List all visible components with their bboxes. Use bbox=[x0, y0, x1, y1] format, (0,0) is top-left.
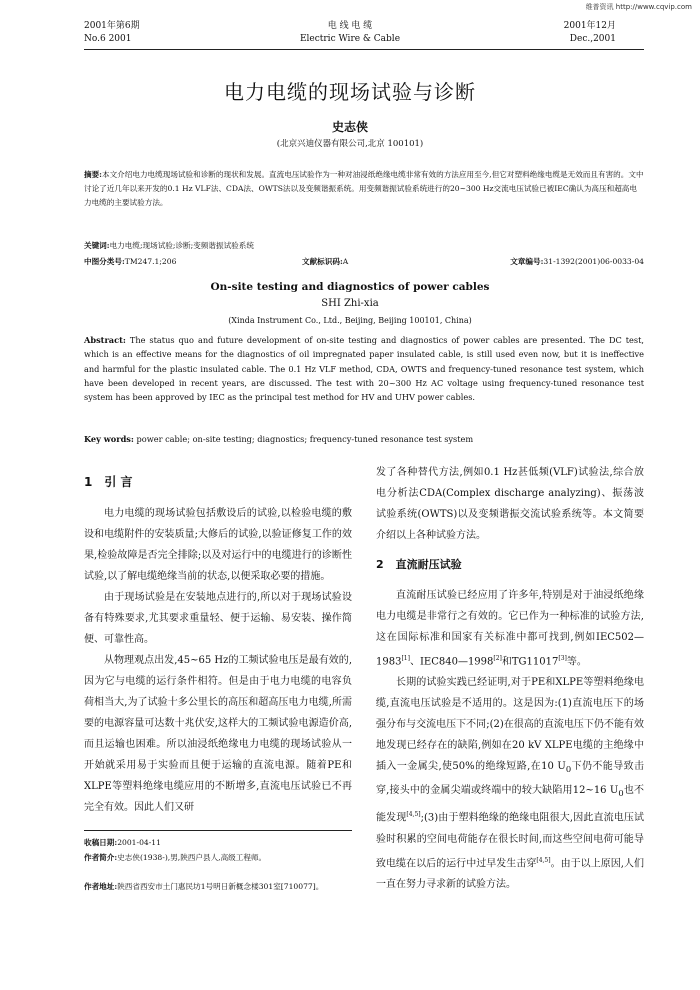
header-right bbox=[564, 20, 616, 46]
section-2-heading bbox=[376, 554, 644, 575]
author: 史志侠 bbox=[331, 120, 368, 134]
right-column bbox=[376, 462, 644, 895]
keywords-en bbox=[84, 434, 644, 444]
date-en: Dec.,2001 bbox=[569, 34, 616, 44]
doc-code-label: 文献标识码: bbox=[302, 257, 343, 266]
text-run: 和TG11017 bbox=[501, 656, 559, 668]
paragraph: 由于现场试验是在安装地点进行的,所以对于现场试验设备有特殊要求,尤其要求重量轻、便于运输、易安装、操作简便、可靠性高。 bbox=[84, 592, 352, 645]
footnote-rule bbox=[84, 830, 352, 831]
section-2-number: 2 bbox=[376, 558, 384, 571]
article-no-value: 31-1392(2001)06-0033-04 bbox=[543, 257, 644, 266]
abstract-en-label: Abstract: bbox=[84, 335, 126, 345]
received-label: 收稿日期: bbox=[84, 838, 118, 847]
paragraph: 发了各种替代方法,例如0.1 Hz甚低频(VLF)试验法,综合放电分析法CDA(Complex discharge analyzing)、振荡波试验系统(OWTS)以及变频谐振交流试验系统等。本文简要介绍以上各种试验方法。 bbox=[376, 467, 644, 541]
article-no bbox=[510, 256, 644, 267]
abstract-en bbox=[84, 333, 644, 404]
clc-label: 中图分类号: bbox=[84, 257, 125, 266]
citation: [3] bbox=[558, 655, 567, 662]
bio-value: 史志侠(1938-),男,陕西户县人,高级工程师。 bbox=[117, 853, 267, 862]
text-run: 。由于以上原因,人们一直在努力寻求新的试验方法。 bbox=[376, 857, 644, 890]
section-2-title: 直流耐压试验 bbox=[395, 558, 462, 571]
citation: [4,5] bbox=[406, 811, 421, 819]
keywords-en-label: Key words: bbox=[84, 434, 134, 444]
text-run: 长期的试验实践已经证明,对于PE和XLPE等塑料绝缘电缆,直流电压试验是不适用的。这是因为:(1)直流电压下的场强分布与交流电压下不同;(2)在很高的直流电压下仍不能有效地发现已经存在的缺陷,例如在20 kV XLPE电缆的主绝缘中插入一金属尖,使50%的绝缘短路,在10 U bbox=[376, 677, 644, 773]
issue-zh: 2001年第6期 bbox=[84, 21, 140, 31]
affiliation: (北京兴迪仪器有限公司,北京 100101) bbox=[276, 139, 424, 149]
section-1-number: 1 bbox=[84, 475, 93, 489]
doc-code-value: A bbox=[342, 257, 349, 266]
doc-code bbox=[302, 256, 348, 267]
abstract-zh-label: 摘要: bbox=[84, 170, 102, 179]
english-affiliation: (Xinda Instrument Co., Ltd., Beijing, Beijing 100101, China) bbox=[228, 316, 472, 325]
journal-name-en: Electric Wire & Cable bbox=[299, 34, 401, 44]
received-value: 2001-04-11 bbox=[117, 838, 161, 847]
paragraph bbox=[376, 672, 644, 895]
bio-label: 作者简介: bbox=[84, 853, 118, 862]
citation: [2] bbox=[493, 655, 502, 662]
footnote-received bbox=[84, 836, 352, 849]
section-1-title: 引 言 bbox=[104, 475, 133, 489]
left-column bbox=[84, 468, 352, 818]
citation: [1] bbox=[401, 655, 410, 662]
subscript: 0 bbox=[618, 788, 624, 799]
abstract-en-text: The status quo and future development of on-site testing and diagnostics of power cables are presented. The DC test, which is an effective means for the diagnostics of oil impregnated paper insulated cable, is still used even now, but it is ineffective and harmful for the plastic insulated cable. The 0.1 Hz VLF method, CDA, OWTS and frequency-tuned resonance test system, which have been developed in recent years, are discussed. The test with 20~300 Hz AC voltage using frequency-tuned resonance test system has been approved by IEC as the principal test method for HV and UHV power cables. bbox=[84, 335, 644, 403]
footnote-bio bbox=[84, 851, 352, 864]
article-no-label: 文章编号: bbox=[510, 257, 544, 266]
date-zh: 2001年12月 bbox=[563, 21, 616, 31]
clc bbox=[84, 257, 176, 266]
text-run: ;(3)由于塑料绝缘的绝缘电阻很大,因此直流电压试验时积累的空间电荷能存在很长时间,而这些空间电荷可能导致电缆在以后的运行中过早发生击穿 bbox=[376, 812, 645, 869]
text-run: 等。 bbox=[566, 656, 587, 668]
english-title: On-site testing and diagnostics of power cables bbox=[210, 281, 490, 293]
clc-value: TM247.1;206 bbox=[124, 257, 177, 266]
journal-name-zh: 电 线 电 缆 bbox=[327, 21, 373, 31]
paragraph: 电力电缆的现场试验包括敷设后的试验,以检验电缆的敷设和电缆附件的安装质量;大修后的试验,以验证修复工作的效果,检验故障是否完全排除;以及对运行中的电缆进行的诊断性试验,以了解电缆绝缘当前的状态,以便采取必要的措施。 bbox=[84, 508, 352, 582]
abstract-zh bbox=[84, 168, 644, 210]
paper-title: 电力电缆的现场试验与诊断 bbox=[224, 80, 476, 104]
text-run: 直流耐压试验已经应用了许多年,特别是对于油浸纸绝缘电力电缆是非常行之有效的。它已作为一种标准的试验方法,这在国际标准和国家有关标准中都可找到,例如IEC502—1983 bbox=[376, 590, 644, 668]
keywords-zh-label: 关键词: bbox=[84, 241, 110, 250]
address-value: 陕西省西安市土门惠民坊1号明日新概念楼301室[710077]。 bbox=[117, 882, 324, 891]
text-run: 也不能发现 bbox=[376, 785, 644, 824]
paragraph: 从物理观点出发,45~65 Hz的工频试验电压是最有效的,因为它与电缆的运行条件相符。但是由于电力电缆的电容负荷相当大,为了试验十多公里长的高压和超高压电力电缆,所需要的电源容量可达数十兆伏安,这样大的工频试验电源造价高,而且运输也困难。所以油浸纸绝缘电力电缆的现场试验从一开始就采用易于实验而且便于运输的直流电源。随着PE和XLPE等塑料绝缘电缆应用的不断增多,直流电压试验已不再完全有效。因此人们又研 bbox=[84, 655, 352, 813]
classification-line bbox=[84, 256, 644, 267]
abstract-zh-text: 本文介绍电力电缆现场试验和诊断的现状和发展。直流电压试验作为一种对油浸纸绝缘电缆非常有效的方法应用至今,但它对塑料绝缘电缆是无效而且有害的。文中讨论了近几年以来开发的0.1 Hz VLF法、CDA法、OWTS法以及变频谐振系统。用变频谐振试验系统进行的20~300 Hz交流电压试验已被IEC确认为高压和超高电力电缆的主要试验方法。 bbox=[84, 170, 644, 207]
keywords-zh-text: 电力电缆;现场试验;诊断;变频谐振试验系统 bbox=[109, 241, 254, 250]
watermark: 维普资讯 http://www.cqvip.com bbox=[585, 3, 692, 11]
text-run: 下仍不能导致击穿,接头中的金属尖端或终端中的较大缺陷用12~16 U bbox=[376, 761, 645, 797]
issue-en: No.6 2001 bbox=[84, 34, 132, 44]
english-author: SHI Zhi-xia bbox=[321, 298, 379, 309]
citation: [4,5] bbox=[536, 856, 551, 864]
address-label: 作者地址: bbox=[84, 882, 118, 891]
section-1-heading bbox=[84, 472, 352, 493]
subscript: 0 bbox=[565, 764, 572, 775]
paragraph bbox=[376, 585, 644, 672]
keywords-zh bbox=[84, 240, 644, 251]
header-rule bbox=[84, 49, 644, 50]
footnote-address bbox=[84, 880, 352, 893]
keywords-en-text: power cable; on-site testing; diagnostics; frequency-tuned resonance test system bbox=[136, 434, 474, 444]
text-run: 、IEC840—1998 bbox=[409, 656, 494, 668]
